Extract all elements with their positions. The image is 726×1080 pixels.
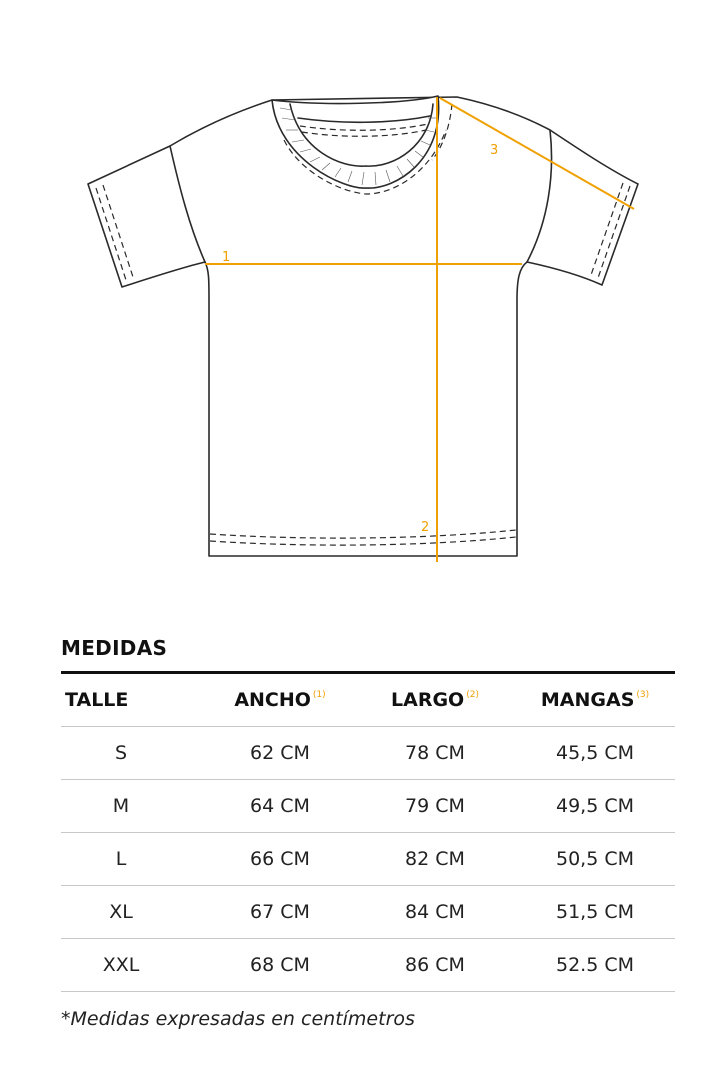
cell-largo: 84 CM bbox=[355, 886, 515, 939]
cell-largo: 78 CM bbox=[355, 727, 515, 780]
footnote: *Medidas expresadas en centímetros bbox=[61, 1008, 415, 1030]
cell-ancho: 64 CM bbox=[205, 780, 355, 833]
measure-label-2: 2 bbox=[421, 520, 430, 535]
table-row bbox=[61, 780, 675, 833]
measure-label-3: 3 bbox=[490, 143, 499, 158]
measure-label-1: 1 bbox=[222, 250, 231, 265]
header-label: TALLE bbox=[65, 689, 129, 711]
header-label: ANCHO bbox=[234, 689, 311, 711]
section-title: MEDIDAS bbox=[61, 636, 168, 660]
cell-mangas: 50,5 CM bbox=[515, 833, 675, 886]
cell-ancho: 68 CM bbox=[205, 939, 355, 992]
size-table bbox=[61, 671, 675, 992]
cell-largo: 82 CM bbox=[355, 833, 515, 886]
table-header-row bbox=[61, 673, 675, 727]
cell-mangas: 49,5 CM bbox=[515, 780, 675, 833]
table-row bbox=[61, 833, 675, 886]
table-row bbox=[61, 939, 675, 992]
cell-talle: L bbox=[61, 833, 205, 886]
header-ref: (2) bbox=[466, 690, 479, 700]
cell-mangas: 45,5 CM bbox=[515, 727, 675, 780]
cell-talle: S bbox=[61, 727, 205, 780]
header-talle bbox=[61, 673, 205, 727]
cell-ancho: 67 CM bbox=[205, 886, 355, 939]
header-largo bbox=[355, 673, 515, 727]
table-row bbox=[61, 727, 675, 780]
header-mangas bbox=[515, 673, 675, 727]
table-row bbox=[61, 886, 675, 939]
cell-largo: 86 CM bbox=[355, 939, 515, 992]
header-label: LARGO bbox=[391, 689, 465, 711]
cell-largo: 79 CM bbox=[355, 780, 515, 833]
cell-talle: M bbox=[61, 780, 205, 833]
cell-talle: XL bbox=[61, 886, 205, 939]
cell-mangas: 51,5 CM bbox=[515, 886, 675, 939]
cell-mangas: 52.5 CM bbox=[515, 939, 675, 992]
header-ref: (3) bbox=[636, 690, 650, 700]
header-ancho bbox=[205, 673, 355, 727]
cell-ancho: 62 CM bbox=[205, 727, 355, 780]
header-ref: (1) bbox=[312, 690, 326, 700]
header-label: MANGAS bbox=[540, 689, 635, 711]
cell-ancho: 66 CM bbox=[205, 833, 355, 886]
cell-talle: XXL bbox=[61, 939, 205, 992]
